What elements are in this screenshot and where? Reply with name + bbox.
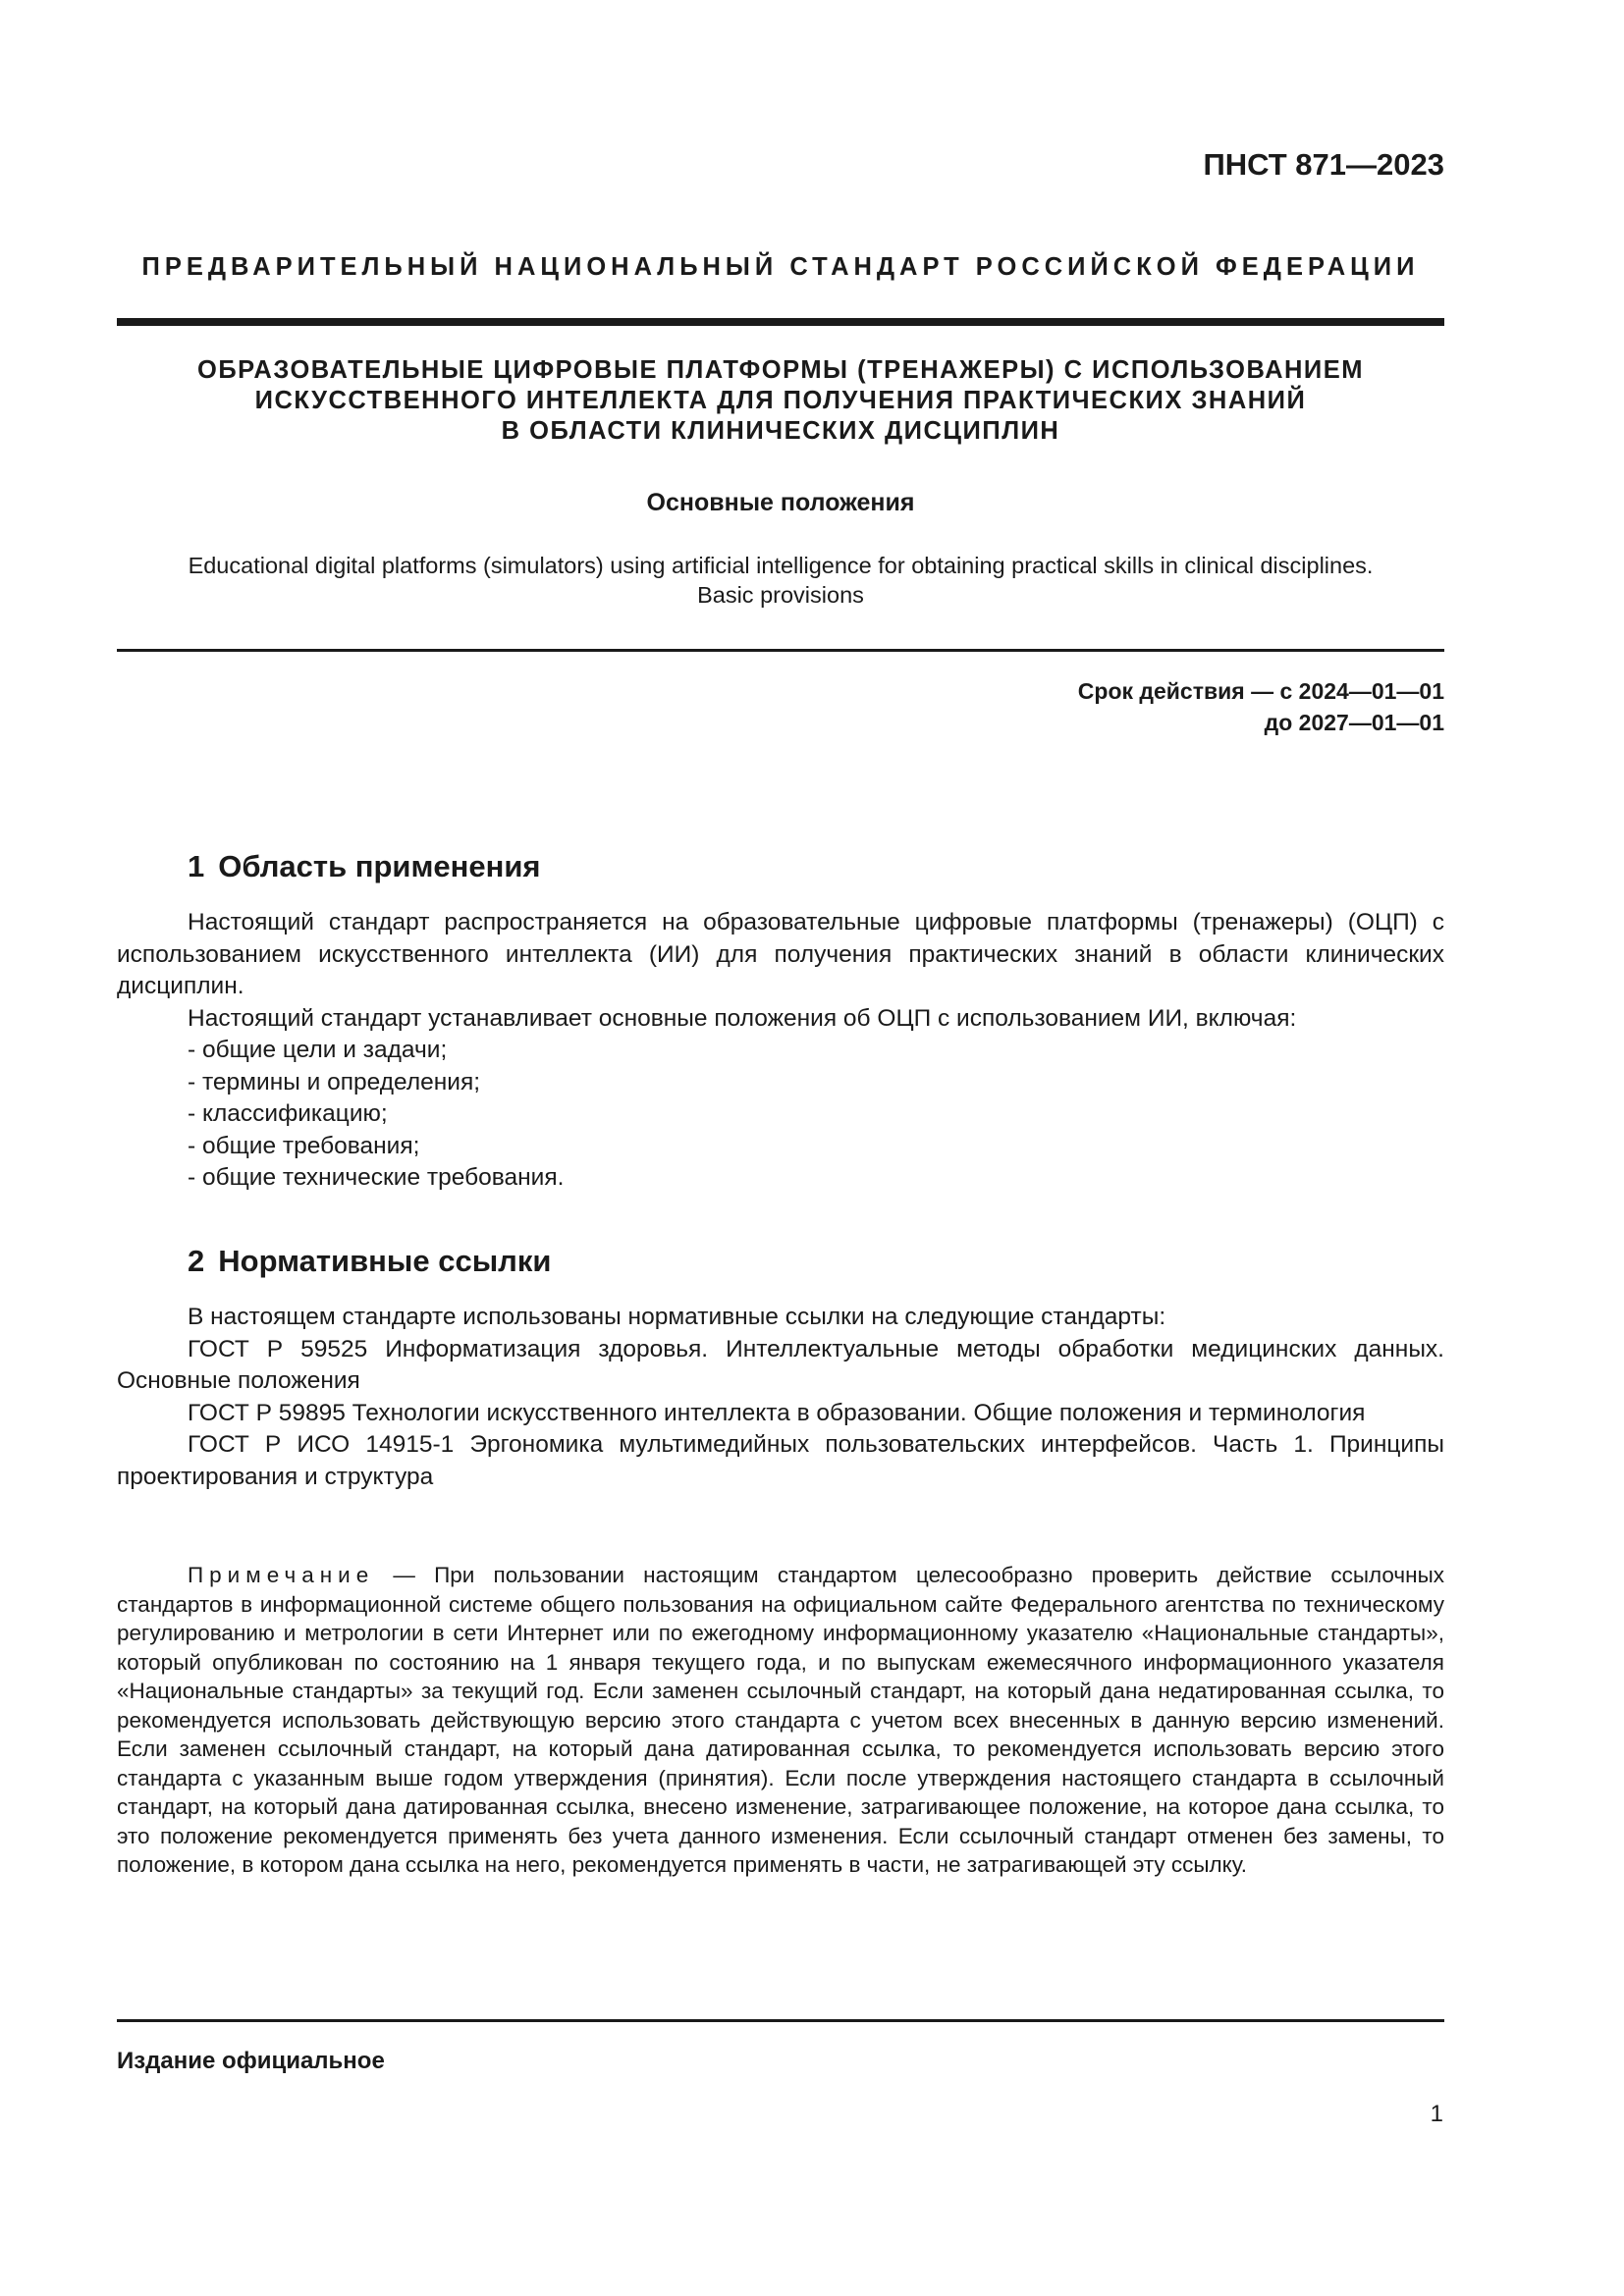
paragraph: В настоящем стандарте использованы нормативные ссылки на следующие стандарты: <box>188 1304 1166 1330</box>
paragraph: Настоящий стандарт устанавливает основные положения об ОЦП с использованием ИИ, включая: <box>188 1004 1297 1032</box>
english-title <box>117 551 1444 610</box>
title-line: ИСКУССТВЕННОГО ИНТЕЛЛЕКТА ДЛЯ ПОЛУЧЕНИЯ ПРАКТИЧЕСКИХ ЗНАНИЙ <box>254 387 1307 414</box>
title-divider <box>117 649 1444 652</box>
section-title: Нормативные ссылки <box>218 1244 552 1278</box>
title-line: ОБРАЗОВАТЕЛЬНЫЕ ЦИФРОВЫЕ ПЛАТФОРМЫ (ТРЕНАЖЕРЫ) С ИСПОЛЬЗОВАНИЕМ <box>196 356 1365 384</box>
section-number: 1 <box>188 849 205 883</box>
document-title <box>117 355 1444 447</box>
document-subtitle: Основные положения <box>646 489 915 516</box>
normative-reference: ГОСТ Р 59525 Информатизация здоровья. Интеллектуальные методы обработки медицинских данных. Основные положения <box>117 1335 1444 1394</box>
paragraph: Настоящий стандарт распространяется на образовательные цифровые платформы (тренажеры) (ОЦП) с использованием искусственного интеллекта (ИИ) для получения практических знаний в области клинических дисциплин. <box>117 909 1444 999</box>
note <box>117 1561 1444 1880</box>
section-2-body <box>117 1302 1444 1493</box>
list-item: - классификацию; <box>188 1100 388 1127</box>
validity-from: Срок действия — с 2024—01—01 <box>1077 678 1444 704</box>
note-text: — При пользовании настоящим стандартом целесообразно проверить действие ссылочных стандартов в информационной системе общего пользования на официальном сайте Федерального агентства по техническому регулированию и метрологии в сети Интернет или по ежегодному информационному указателю «Национальные стандарты», который опубликован по состоянию на 1 января текущего года, и по выпускам ежемесячного информационного указателя «Национальные стандарты» за текущий год. Если заменен ссылочный стандарт, на который дана недатированная ссылка, то рекомендуется использовать действующую версию этого стандарта с учетом всех внесенных в данную версию изменений. Если заменен ссылочный стандарт, на который дана датированная ссылка, то рекомендуется использовать версию этого стандарта с указанным выше годом утверждения (принятия). Если после утверждения настоящего стандарта в ссылочный стандарт, на который дана датированная ссылка, внесено изменение, затрагивающее положение, на которое дана ссылка, то это положение рекомендуется применять без учета данного изменения. Если ссылочный стандарт отменен без замены, то положение, в котором дана ссылка на него, рекомендуется применять в части, не затрагивающей эту ссылку. <box>117 1563 1444 1877</box>
section-2-heading <box>188 1244 551 1279</box>
note-label: Примечание <box>188 1563 375 1587</box>
section-number: 2 <box>188 1244 205 1278</box>
title-line: В ОБЛАСТИ КЛИНИЧЕСКИХ ДИСЦИПЛИН <box>501 417 1060 445</box>
footer-divider <box>117 2019 1444 2022</box>
header-divider <box>117 318 1444 326</box>
english-title-line: Basic provisions <box>697 582 864 608</box>
official-edition-label: Издание официальное <box>117 2048 385 2074</box>
standard-category: ПРЕДВАРИТЕЛЬНЫЙ НАЦИОНАЛЬНЫЙ СТАНДАРТ РОССИЙСКОЙ ФЕДЕРАЦИИ <box>141 253 1420 281</box>
section-1-body <box>117 907 1444 1195</box>
list-item: - общие требования; <box>188 1132 420 1159</box>
scope-list <box>117 1035 1444 1195</box>
validity-to: до 2027—01—01 <box>1264 710 1444 735</box>
list-item: - общие цели и задачи; <box>188 1037 448 1063</box>
section-1-heading <box>188 849 541 884</box>
list-item: - термины и определения; <box>188 1068 481 1095</box>
list-item: - общие технические требования. <box>188 1164 565 1191</box>
normative-reference: ГОСТ Р 59895 Технологии искусственного интеллекта в образовании. Общие положения и терминология <box>188 1399 1366 1426</box>
section-title: Область применения <box>218 849 541 883</box>
validity-period <box>1078 675 1444 738</box>
standard-designation: ПНСТ 871—2023 <box>1203 147 1444 182</box>
english-title-line: Educational digital platforms (simulators) using artificial intelligence for obtaining practical skills in clinical disciplines. <box>188 553 1374 578</box>
normative-reference: ГОСТ Р ИСО 14915-1 Эргономика мультимедийных пользовательских интерфейсов. Часть 1. Принципы проектирования и структура <box>117 1431 1444 1490</box>
page-number: 1 <box>1430 2101 1443 2127</box>
